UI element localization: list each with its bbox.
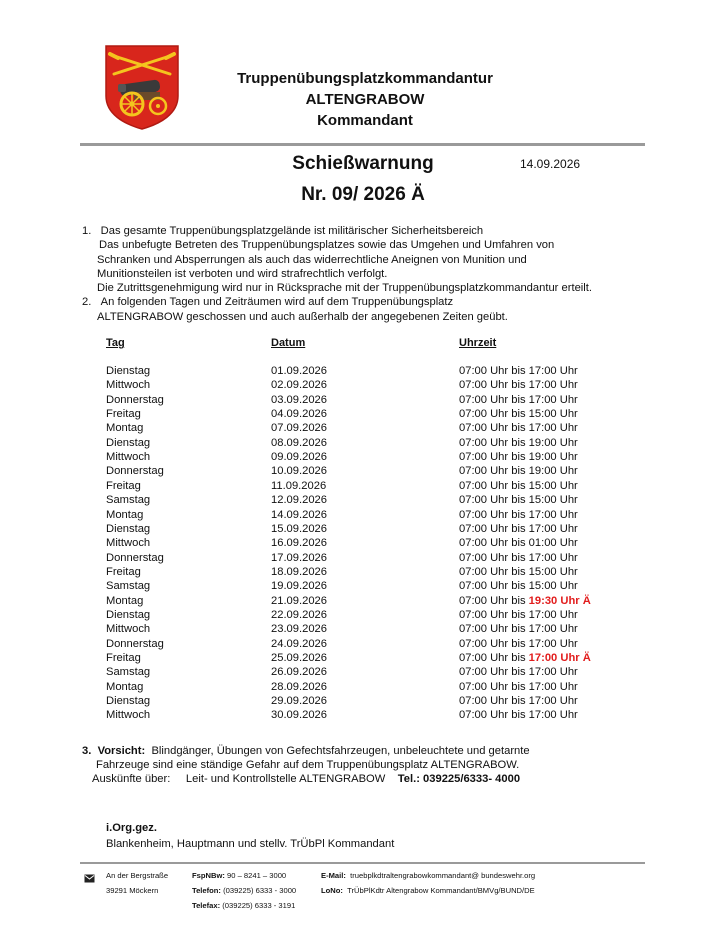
cell-day: Dienstag (106, 608, 151, 621)
cell-day: Mittwoch (106, 709, 151, 722)
table-row (0, 379, 600, 393)
caution-label: Vorsicht: (97, 745, 146, 757)
cell-time: 07:00 Uhr bis 15:00 Uhr (459, 580, 578, 593)
cell-date: 02.09.2026 (271, 379, 327, 392)
cell-day: Montag (106, 680, 144, 693)
table-row (0, 394, 600, 408)
cell-day: Samstag (106, 494, 151, 507)
table-row (0, 709, 600, 723)
cell-date: 15.09.2026 (271, 522, 327, 535)
table-row (0, 465, 600, 479)
cell-time: 07:00 Uhr bis 15:00 Uhr (459, 479, 578, 492)
section-2-line: An folgenden Tagen und Zeiträumen wird auf dem Truppenübungsplatz (100, 296, 454, 309)
footer-fax-label: Telefax: (192, 901, 221, 910)
org-name: Truppenübungsplatzkommandantur (237, 70, 493, 87)
cell-date: 14.09.2026 (271, 508, 327, 521)
cell-day: Freitag (106, 565, 141, 578)
cell-day: Dienstag (106, 695, 151, 708)
table-row (0, 537, 600, 551)
cell-date: 19.09.2026 (271, 580, 327, 593)
cell-time: 07:00 Uhr bis 17:00 Uhr (459, 709, 578, 722)
table-header (0, 337, 600, 351)
cell-day: Mittwoch (106, 451, 151, 464)
cell-date: 03.09.2026 (271, 393, 327, 406)
section-2-line: ALTENGRABOW geschossen und auch außerhalb der angegebenen Zeiten geübt. (97, 310, 508, 323)
cell-date: 09.09.2026 (271, 451, 327, 464)
cell-day: Donnerstag (106, 551, 164, 564)
section-1 (82, 224, 622, 324)
org-location: ALTENGRABOW (305, 91, 425, 108)
cell-date: 01.09.2026 (271, 365, 327, 377)
cell-day: Donnerstag (106, 637, 164, 650)
cell-day: Mittwoch (106, 537, 151, 550)
section-1-number: 1. (82, 225, 92, 237)
footer-fsp-label: FspNBw: (192, 871, 225, 880)
cell-date: 21.09.2026 (271, 594, 327, 607)
section-1-line: Das gesamte Truppenübungsplatzgelände ist militärischer Sicherheitsbereich (100, 225, 484, 237)
cell-day: Mittwoch (106, 623, 151, 636)
cell-time: 07:00 Uhr bis 17:00 Uhr (459, 393, 578, 406)
caution-text: Blindgänger, Übungen von Gefechtsfahrzeugen, unbeleuchtete und getarnte (151, 745, 530, 757)
cell-day: Freitag (106, 479, 141, 492)
table-row (0, 580, 600, 594)
cell-time: 07:00 Uhr bis 17:00 Uhr (459, 422, 578, 435)
document-title: Schießwarnung (292, 153, 434, 174)
table-row (0, 695, 600, 709)
cell-date: 29.09.2026 (271, 695, 327, 708)
cell-time: 07:00 Uhr bis 17:00 Uhr (459, 522, 578, 535)
footer-email-value[interactable]: truebplkdtraltengrabowkommandant@ bundeswehr.org (350, 871, 536, 880)
footer-fsp-value: 90 – 8241 – 3000 (227, 871, 287, 880)
cell-date: 07.09.2026 (271, 422, 327, 435)
section-1-line: Die Zutrittsgenehmigung wird nur in Rücksprache mit der Truppenübungsplatzkommandantur erteilt. (97, 282, 592, 295)
cell-date: 24.09.2026 (271, 637, 327, 650)
footer-lono-value: TrÜbPlKdtr Altengrabow Kommandant/BMVg/BUND/DE (347, 886, 535, 895)
table-row (0, 523, 600, 537)
cell-time: 07:00 Uhr bis 19:00 Uhr (459, 436, 578, 449)
cell-time: 07:00 Uhr bis 17:00 Uhr (459, 365, 578, 377)
schedule-table (0, 337, 720, 737)
section-3-number: 3. (82, 745, 92, 757)
signature-name: Blankenheim, Hauptmann und stellv. TrÜbPl Kommandant (106, 838, 395, 850)
cell-time: 07:00 Uhr bis 17:00 Uhr (459, 379, 578, 392)
cell-date: 04.09.2026 (271, 408, 327, 421)
cell-date: 26.09.2026 (271, 666, 327, 679)
footer-email-label: E-Mail: (321, 871, 346, 880)
table-row (0, 480, 600, 494)
cell-date: 17.09.2026 (271, 551, 327, 564)
header-divider (80, 143, 645, 146)
cell-time: 07:00 Uhr bis 17:00 Uhr (459, 608, 578, 621)
info-text: Leit- und Kontrollstelle ALTENGRABOW (185, 773, 386, 785)
cell-time: 07:00 Uhr bis 17:00 Uhr (459, 551, 578, 564)
info-phone: Tel.: 039225/6333- 4000 (397, 773, 521, 785)
column-header-day: Tag (106, 337, 125, 349)
cell-time: 07:00 Uhr bis 19:00 Uhr (459, 451, 578, 464)
coat-of-arms-icon (104, 44, 180, 130)
cell-day: Samstag (106, 580, 151, 593)
cell-time: 07:00 Uhr bis 01:00 Uhr (459, 537, 578, 550)
table-row (0, 451, 600, 465)
info-label: Auskünfte über: (92, 773, 171, 785)
section-3 (82, 745, 530, 785)
cell-date: 23.09.2026 (271, 623, 327, 636)
org-role: Kommandant (317, 112, 413, 129)
table-row (0, 494, 600, 508)
document-date: 14.09.2026 (520, 157, 581, 171)
footer-fax-value: (039225) 6333 - 3191 (222, 901, 296, 910)
cell-date: 08.09.2026 (271, 436, 327, 449)
cell-day: Montag (106, 594, 144, 607)
table-row (0, 595, 600, 609)
table-row (0, 566, 600, 580)
cell-time: 07:00 Uhr bis 15:00 Uhr (459, 408, 578, 421)
table-row (0, 408, 600, 422)
table-row (0, 422, 600, 436)
caution-text: Fahrzeuge sind eine ständige Gefahr auf dem Truppenübungsplatz ALTENGRABOW. (96, 759, 520, 771)
section-2-number: 2. (82, 296, 92, 309)
cell-time: 07:00 Uhr bis 19:00 Uhr (459, 465, 578, 478)
cell-day: Montag (106, 508, 144, 521)
cell-time: 07:00 Uhr bis 17:00 Uhr (459, 623, 578, 636)
cell-date: 11.09.2026 (271, 479, 327, 492)
cell-date: 16.09.2026 (271, 537, 327, 550)
cell-time: 07:00 Uhr bis 15:00 Uhr (459, 565, 578, 578)
footer-tel-label: Telefon: (192, 886, 221, 895)
cell-time-end-changed: 19:30 Uhr Ä (528, 594, 591, 607)
cell-date: 18.09.2026 (271, 565, 327, 578)
cell-date: 25.09.2026 (271, 652, 327, 664)
cell-date: 10.09.2026 (271, 465, 327, 478)
footer-lono-label: LoNo: (321, 886, 343, 895)
cell-time: 07:00 Uhr bis 17:00 Uhr (459, 666, 578, 679)
column-header-time: Uhrzeit (459, 337, 497, 349)
cell-day: Freitag (106, 652, 141, 664)
cell-day: Samstag (106, 666, 151, 679)
signature-prefix: i.Org.gez. (106, 822, 157, 834)
cell-time: 07:00 Uhr bis 17:00 Uhr (459, 680, 578, 693)
cell-time (459, 595, 591, 607)
section-1-line: Schranken und Absperrungen als auch das widerrechtliche Aneignen von Munition und (97, 253, 527, 266)
table-row (0, 638, 600, 652)
cell-time: 07:00 Uhr bis 17:00 Uhr (459, 508, 578, 521)
section-1-line: Das unbefugte Betreten des Truppenübungsplatzes sowie das Umgehen und Umfahren von (99, 239, 555, 252)
footer-street: An der Bergstraße (106, 871, 169, 880)
table-row (0, 552, 600, 566)
envelope-icon (84, 870, 95, 879)
document-number: Nr. 09/ 2026 Ä (301, 184, 425, 205)
cell-time-start: 07:00 Uhr bis (459, 594, 526, 607)
cell-day: Mittwoch (106, 379, 151, 392)
cell-day: Freitag (106, 408, 141, 421)
table-row (0, 666, 600, 680)
cell-date: 28.09.2026 (271, 680, 327, 693)
cell-date: 30.09.2026 (271, 709, 327, 722)
section-1-line: Munitionsteilen ist verboten und wird strafrechtlich verfolgt. (97, 267, 388, 280)
footer-tel-value: (039225) 6333 - 3000 (223, 886, 297, 895)
column-header-date: Datum (271, 337, 306, 349)
cell-day: Dienstag (106, 522, 151, 535)
footer-city: 39291 Möckern (106, 886, 159, 895)
cell-day: Dienstag (106, 436, 151, 449)
cell-date: 12.09.2026 (271, 494, 327, 507)
table-row (0, 623, 600, 637)
cell-day: Donnerstag (106, 465, 164, 478)
cell-day: Donnerstag (106, 393, 164, 406)
table-row (0, 365, 600, 379)
cell-time-start: 07:00 Uhr bis (459, 652, 526, 664)
cell-day: Dienstag (106, 365, 151, 377)
cell-time: 07:00 Uhr bis 17:00 Uhr (459, 695, 578, 708)
cell-time: 07:00 Uhr bis 17:00 Uhr (459, 637, 578, 650)
table-row (0, 609, 600, 623)
table-row (0, 437, 600, 451)
cell-time: 07:00 Uhr bis 15:00 Uhr (459, 494, 578, 507)
cell-time-end-changed: 17:00 Uhr Ä (528, 652, 591, 664)
table-row (0, 509, 600, 523)
cell-time (459, 652, 591, 664)
table-row (0, 652, 600, 666)
cell-day: Montag (106, 422, 144, 435)
footer-divider (80, 862, 645, 864)
table-row (0, 681, 600, 695)
cell-date: 22.09.2026 (271, 608, 327, 621)
